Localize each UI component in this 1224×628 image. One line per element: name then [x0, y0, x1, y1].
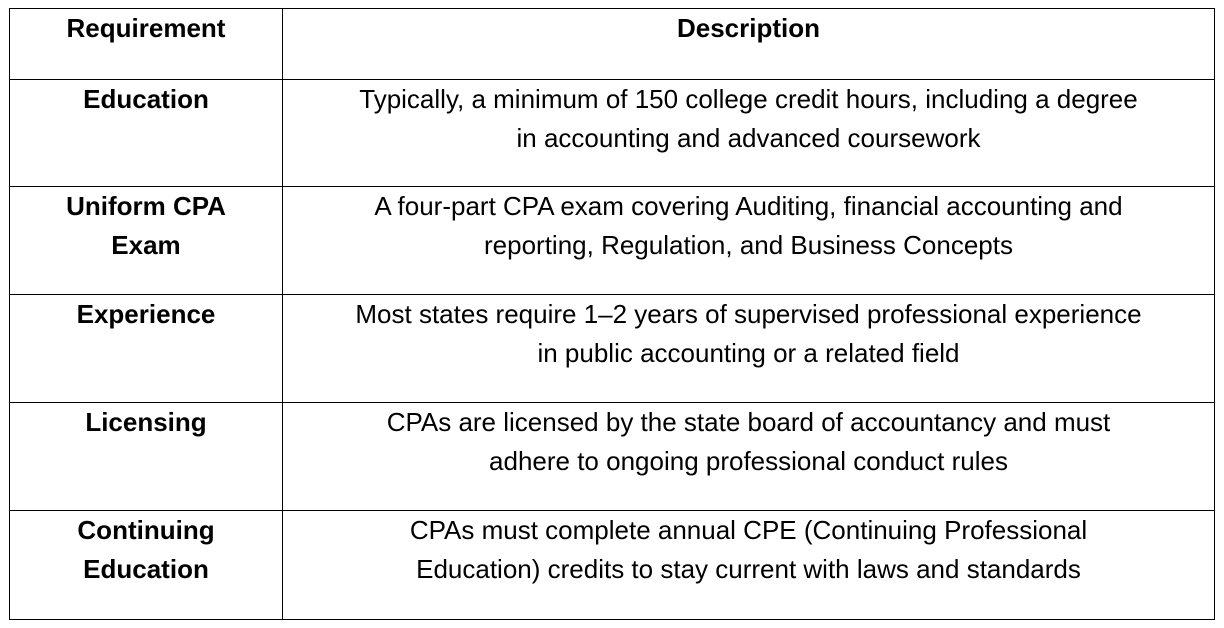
requirement-line: Education: [83, 84, 209, 114]
description-line: adhere to ongoing professional conduct rules: [489, 446, 1008, 476]
header-row: [10, 9, 1215, 80]
table-row: [10, 511, 1215, 620]
description-line: reporting, Regulation, and Business Concepts: [484, 230, 1013, 260]
description-cell: [283, 511, 1215, 620]
description-line: Education) credits to stay current with laws and standards: [416, 554, 1081, 584]
description-line: in public accounting or a related field: [537, 338, 960, 368]
header-requirement: Requirement: [10, 9, 283, 80]
requirement-cell: [10, 295, 283, 403]
requirement-line: Continuing: [77, 515, 215, 545]
description-line: CPAs must complete annual CPE (Continuing Professional: [409, 515, 1088, 545]
requirement-cell: [10, 80, 283, 187]
requirement-cell: [10, 187, 283, 295]
header-description: Description: [283, 9, 1215, 80]
description-line: CPAs are licensed by the state board of accountancy and must: [386, 407, 1111, 437]
table-row: [10, 295, 1215, 403]
requirement-line: Education: [83, 554, 209, 584]
requirement-line: Licensing: [85, 407, 207, 437]
table-row: [10, 187, 1215, 295]
cpa-requirements-table: [9, 8, 1215, 620]
requirement-line: Uniform CPA: [66, 191, 226, 221]
description-line: Typically, a minimum of 150 college credit hours, including a degree: [359, 84, 1138, 114]
description-cell: [283, 403, 1215, 511]
table-row: [10, 403, 1215, 511]
description-line: in accounting and advanced coursework: [516, 123, 981, 153]
description-cell: [283, 80, 1215, 187]
description-line: Most states require 1–2 years of supervised professional experience: [355, 299, 1142, 329]
requirement-line: Exam: [111, 230, 181, 260]
description-line: A four-part CPA exam covering Auditing, financial accounting and: [374, 191, 1123, 221]
requirement-line: Experience: [76, 299, 216, 329]
table-row: [10, 80, 1215, 187]
description-cell: [283, 187, 1215, 295]
requirement-cell: [10, 403, 283, 511]
description-cell: [283, 295, 1215, 403]
requirement-cell: [10, 511, 283, 620]
